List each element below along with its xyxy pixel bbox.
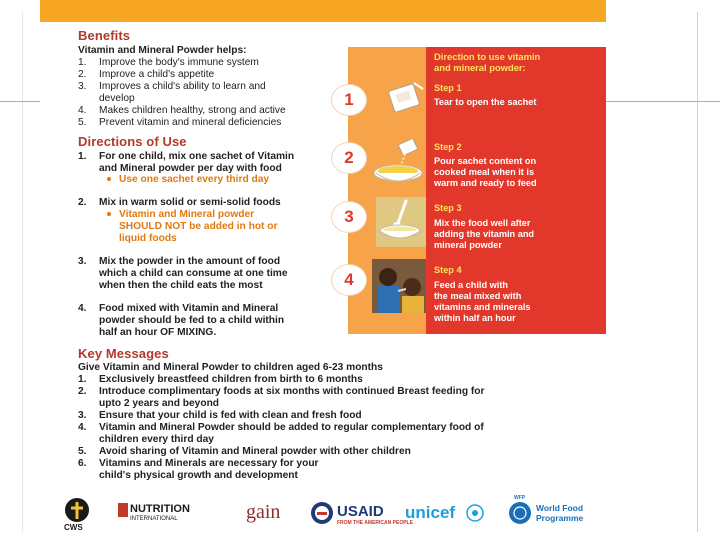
step-label: Step 1 [434,83,462,93]
step-text: the meal mixed with [434,291,522,301]
list-item: Improves a child's ability to learn and [99,81,266,92]
step-text: mineral powder [434,240,502,250]
list-note: liquid foods [119,233,177,244]
list-item: Vitamins and Minerals are necessary for your [99,458,319,469]
usaid-seal-icon [310,501,334,525]
key-messages-intro: Give Vitamin and Mineral Powder to children aged 6-23 months [78,362,383,373]
step-text: cooked meal when it is [434,167,535,177]
usage-steps-panel [344,47,606,334]
list-item: Vitamin and Mineral Powder should be added to regular complementary food of [99,422,484,433]
list-number: 4. [78,303,87,314]
wfp-logo-abbr: WFP [514,495,526,501]
step-number-badge: 2 [332,143,366,173]
nutrition-logo-subtext: INTERNATIONAL [130,516,178,522]
panel-title: Direction to use vitamin [434,51,541,62]
list-number: 1. [78,374,87,385]
step-number-badge: 3 [332,202,366,232]
slide-decor-line-right [697,12,698,532]
wfp-emblem-icon [508,501,532,525]
wfp-logo-name: World Food [536,503,584,513]
unicef-logo-text: unicef [405,503,456,522]
list-number: 1. [78,151,87,162]
nutrition-logo-text: NUTRITION [130,503,190,515]
directions-title: Directions of Use [78,134,187,149]
list-item: Improve the body's immune system [99,57,259,68]
step-number-badge: 4 [332,265,366,295]
list-item-cont: half an hour OF MIXING. [99,327,217,338]
list-number: 3. [78,81,87,92]
list-number: 6. [78,458,87,469]
usaid-logo-subtext: FROM THE AMERICAN PEOPLE [337,520,413,526]
list-note: SHOULD NOT be added in hot or [119,221,278,232]
step-text: Pour sachet content on [434,156,537,166]
list-item-cont: when then the child eats the most [99,280,263,291]
list-number: 3. [78,256,87,267]
list-number: 4. [78,422,87,433]
unicef-emblem-icon [466,504,484,522]
list-item: Exclusively breastfeed children from birth to 6 months [99,374,363,385]
nutrition-logo-icon [118,503,128,517]
benefits-title: Benefits [78,28,131,43]
step-text: Tear to open the sachet [434,97,537,107]
feeding-child-photo [372,259,426,313]
wfp-logo-name-cont: Programme [536,513,584,523]
list-number: 2. [78,69,87,80]
list-item-cont: powder should be fed to a child within [99,315,285,326]
slide-decor-line-left [22,12,23,532]
step-text: Feed a child with [434,280,509,290]
step-text: adding the vitamin and [434,229,535,239]
leaflet-top-band [40,0,606,22]
list-item: Food mixed with Vitamin and Mineral [99,303,279,314]
usaid-logo-text: USAID [337,503,384,520]
list-item-cont: child's physical growth and development [99,470,298,481]
step-label: Step 3 [434,203,462,213]
step-number-badge: 1 [332,85,366,115]
list-note: Use one sachet every third day [119,174,270,185]
list-item: Mix the powder in the amount of food [99,256,281,267]
list-item: Makes children healthy, strong and active [99,105,286,116]
slide-decor-hline-right [604,101,720,102]
pour-sachet-bowl-icon [372,139,426,187]
list-item-cont: develop [99,93,135,104]
list-item-cont: which a child can consume at one time [99,268,288,279]
leaflet-page [40,0,606,540]
list-number: 4. [78,105,87,116]
list-item: Prevent vitamin and mineral deficiencies [99,117,282,128]
step-text: within half an hour [434,313,516,323]
list-item: For one child, mix one sachet of Vitamin [99,151,295,162]
cws-logo-text: CWS [64,523,83,532]
mix-food-bowl-icon [376,197,426,247]
list-number: 3. [78,410,87,421]
bullet-icon [107,212,111,216]
step-label: Step 4 [434,265,462,275]
step-text: warm and ready to feed [434,178,537,188]
list-item: Improve a child's appetite [99,69,215,80]
gain-logo-text: gain [246,501,281,523]
key-messages-title: Key Messages [78,346,169,361]
step-text: vitamins and minerals [434,302,531,312]
sachet-tear-icon [388,79,426,115]
benefits-intro: Vitamin and Mineral Powder helps: [78,45,247,56]
step-label: Step 2 [434,142,462,152]
list-number: 5. [78,446,87,457]
list-number: 2. [78,197,87,208]
list-item: Introduce complimentary foods at six months with continued Breast feeding for [99,386,485,397]
list-item-cont: upto 2 years and beyond [99,398,220,409]
bullet-icon [107,177,111,181]
list-item-cont: and Mineral powder per day with food [99,163,282,174]
panel-title-cont: and mineral powder: [434,62,526,73]
list-number: 2. [78,386,87,397]
list-note: Vitamin and Mineral powder [119,209,255,220]
list-number: 5. [78,117,87,128]
list-item: Mix in warm solid or semi-solid foods [99,197,281,208]
list-item: Ensure that your child is fed with clean and fresh food [99,410,362,421]
list-item: Avoid sharing of Vitamin and Mineral powder with other children [99,446,411,457]
partner-logos-strip [58,495,598,535]
list-item-cont: children every third day [99,434,214,445]
step-text: Mix the food well after [434,218,531,228]
list-number: 1. [78,57,87,68]
